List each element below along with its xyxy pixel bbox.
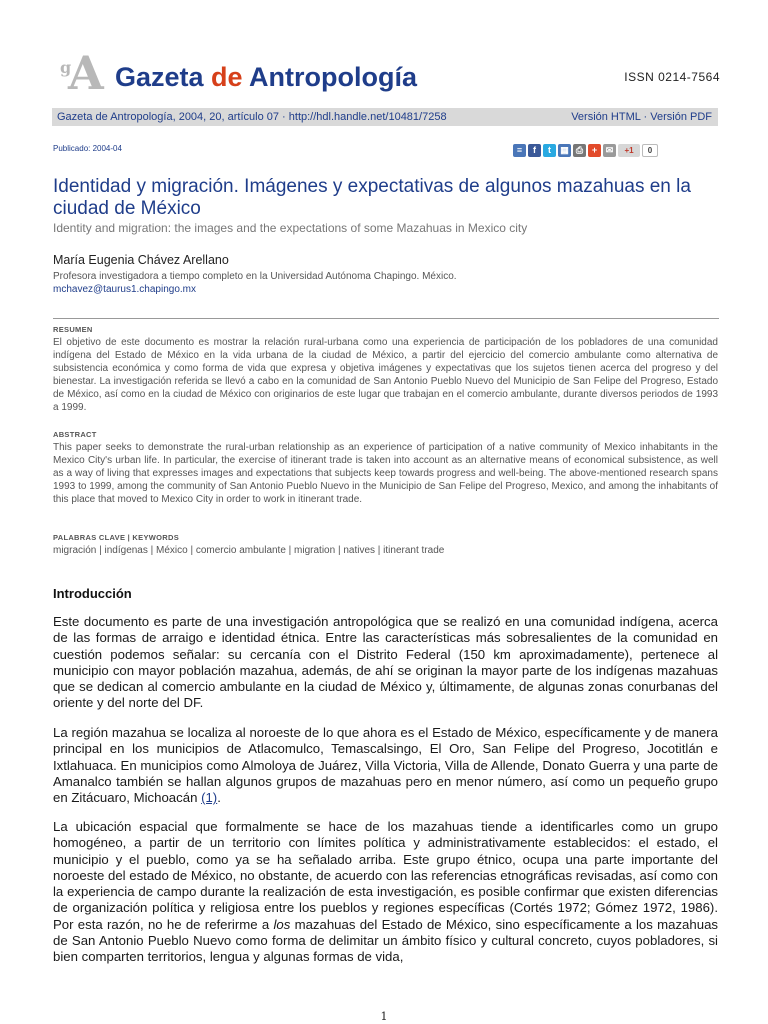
body-paragraph-2-end: . bbox=[217, 790, 221, 806]
published-date: Publicado: 2004-04 bbox=[53, 144, 122, 153]
delicious-icon[interactable]: ▦ bbox=[558, 144, 571, 157]
author-name: María Eugenia Chávez Arellano bbox=[53, 253, 229, 267]
resumen-label: RESUMEN bbox=[53, 325, 93, 334]
body-paragraph-3 bbox=[53, 819, 718, 966]
body-paragraph-3-text-a: La ubicación espacial que formalmente se hace de los mazahuas tiende a identificarles como un grupo homogéneo, a partir de un territorio con límites política y administrativamente establecidos: el estado, el municipio y el pueblo, como ya se ha señalado arriba. Este grupo étnico, ocupa una parte importante del noroeste del estado de México, no obstante, de acuerdo con las referencias etnográficas revisadas, así como con la experiencia de campo durante la realización de esta investigación, es posible confirmar que existen diferencias de organización política y religiosa entre los pueblos y regiones específicas (Cortés 1972; Gómez 1972, 1986). Por esta razón, no he de referirme a bbox=[53, 819, 718, 932]
body-paragraph-1: Este documento es parte de una investigación antropológica que se realizó en una comunidad indígena, acerca de las formas de arraigo e identidad étnica. Entre las características más sobresalientes de la comunidad en cuestión podemos señalar: su cercanía con el Distrito Federal (150 km aproximadamente), pertenece al municipio con mayor población mazahua, además, de ahí se originan la mayor parte de los indígenas mazahuas que se dedican al comercio ambulante en la ciudad de México y, últimamente, de algunas zonas conurbanas del oriente y del norte del DF. bbox=[53, 614, 718, 711]
journal-title-part1: Gazeta bbox=[115, 62, 212, 92]
add-icon[interactable]: + bbox=[588, 144, 601, 157]
version-links[interactable]: Versión HTML · Versión PDF bbox=[571, 111, 712, 123]
resumen-text: El objetivo de este documento es mostrar la relación rural-urbana como una experiencia de participación de los pobladores de una comunidad indígena del Estado de México en la vida urbana de la ciudad de México, a partir del ejercicio del comercio ambulante como alternativa de subsistencia económica y como forma de vida que expresa y objetiva imágenes y expectativas que los sujetos tienen acerca del progreso y del bienestar. La investigación referida se llevó a cabo en la comunidad de San Antonio Pueblo Nuevo del Municipio de San Felipe del Progreso, Estado de México, así como en la ciudad de México con originarios de este lugar que trabajan en el comercio ambulante, durante diversos periodos de 1993 a 1999. bbox=[53, 337, 718, 414]
body-paragraph-2-text: La región mazahua se localiza al noroeste de lo que ahora es el Estado de México, específicamente y de manera principal en los municipios de Atlacomulco, Temascalsingo, El Oro, San Felipe del Progreso, Jocotitlán e Ixtlahuaca. En municipios como Almoloya de Juárez, Villa Victoria, Villa de Allende, Donato Guerra y una parte de Amanalco también se hallan algunos grupos de mazahuas pero en menor número, así como un pequeño grupo en Zitácuaro, Michoacán bbox=[53, 725, 718, 806]
email-icon[interactable]: ✉ bbox=[603, 144, 616, 157]
author-email-link[interactable]: mchavez@taurus1.chapingo.mx bbox=[53, 284, 196, 295]
facebook-icon[interactable]: f bbox=[528, 144, 541, 157]
logo-letter-g: g bbox=[60, 58, 72, 77]
journal-logo-mark bbox=[60, 46, 108, 102]
body-paragraph-3-emphasis: los bbox=[273, 916, 291, 932]
print-icon[interactable]: ⎙ bbox=[573, 144, 586, 157]
abstract-text: This paper seeks to demonstrate the rural-urban relationship as an experience of participation of a native community of Mexico inhabitants in the Mexico City's urban life. In particular, the exercise of itinerant trade is taken into account as an alternative means of economical subsistence, as well as a way of living that expresses images and expectations that subjects keep towards progress and well-being. The above-mentioned research spans 1993 to 1999, among the community of San Antonio Pueblo Nuevo in the Municipio de San Felipe del Progreso, Mexico, and among the inhabitants of this place that moved to Mexico City in order to work in itinerant trade. bbox=[53, 442, 718, 506]
body-paragraph-2 bbox=[53, 725, 718, 806]
share-toolbar bbox=[513, 143, 658, 157]
abstract-label: ABSTRACT bbox=[53, 430, 97, 439]
logo-letter-a: A bbox=[68, 46, 104, 100]
share-list-icon[interactable]: ≡ bbox=[513, 144, 526, 157]
journal-title[interactable] bbox=[115, 62, 417, 93]
citation-link[interactable]: Gazeta de Antropología, 2004, 20, artículo 07 · http://hdl.handle.net/10481/7258 bbox=[57, 111, 447, 123]
gplus-button[interactable]: +1 bbox=[618, 144, 640, 157]
share-count: 0 bbox=[642, 144, 658, 157]
keywords-label: PALABRAS CLAVE | KEYWORDS bbox=[53, 533, 179, 542]
article-title: Identidad y migración. Imágenes y expectativas de algunos mazahuas en la ciudad de México bbox=[53, 176, 691, 219]
article-subtitle: Identity and migration: the images and the expectations of some Mazahuas in Mexico city bbox=[53, 221, 528, 235]
section-divider bbox=[53, 318, 719, 319]
page-number: 1 bbox=[380, 1010, 388, 1023]
issn-label: ISSN 0214-7564 bbox=[624, 70, 720, 84]
author-affiliation: Profesora investigadora a tiempo completo en la Universidad Autónoma Chapingo. México. bbox=[53, 271, 457, 282]
citation-bar bbox=[52, 108, 718, 126]
journal-header bbox=[60, 46, 720, 102]
keywords-text: migración | indígenas | México | comercio ambulante | migration | natives | itinerant trade bbox=[53, 545, 445, 556]
journal-title-part2: de bbox=[211, 62, 243, 92]
section-heading-introduccion: Introducción bbox=[53, 586, 132, 601]
footnote-link-1[interactable]: (1) bbox=[201, 790, 218, 806]
journal-title-part3: Antropología bbox=[242, 62, 418, 92]
twitter-icon[interactable]: t bbox=[543, 144, 556, 157]
body-paragraph-3-text-b: mazahuas del Estado de México, sino específicamente a los mazahuas de San Antonio Pueblo Nuevo como forma de delimitar un ámbito físico y cultural concreto, cuyos pobladores, si bien comparten territorios, lengua y algunas formas de vida, bbox=[53, 916, 718, 965]
